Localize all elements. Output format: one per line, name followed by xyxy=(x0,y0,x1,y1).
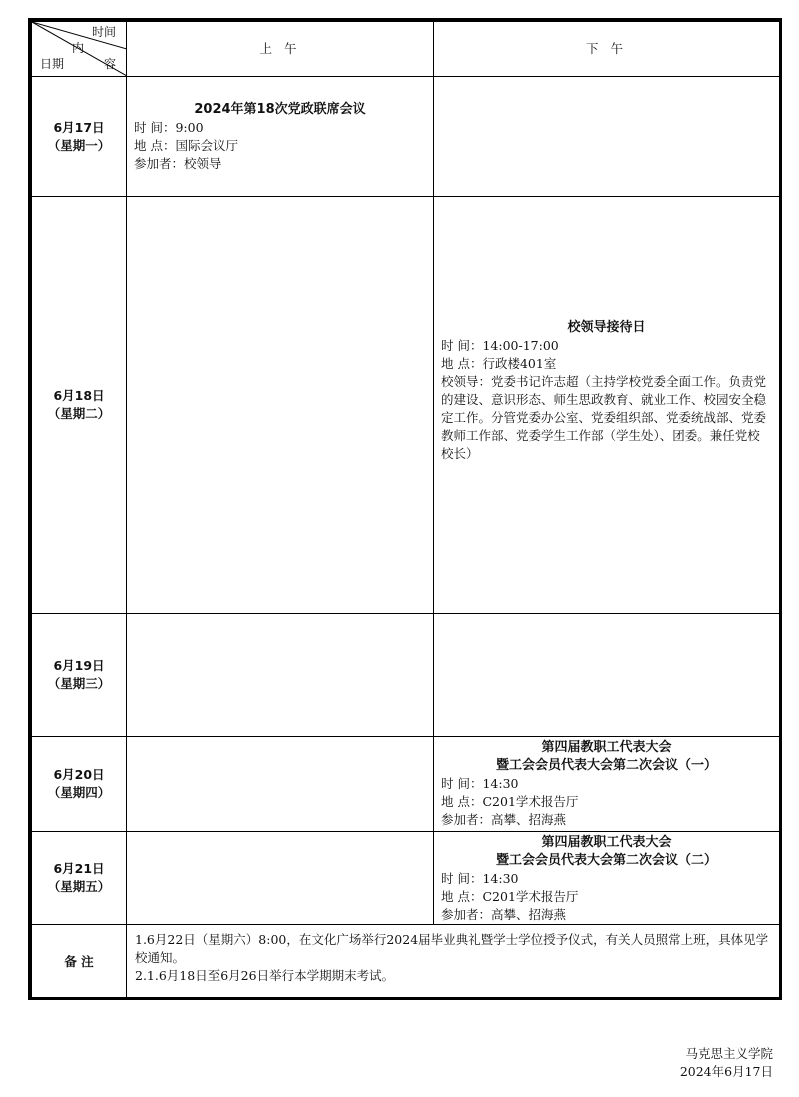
event-attendees: 参加者：高攀、招海燕 xyxy=(441,907,567,922)
event-place: 地 点：行政楼401室 xyxy=(441,356,557,371)
notes-row xyxy=(32,925,780,999)
event-time: 时 间：14:00-17:00 xyxy=(441,338,559,353)
event-leader: 校领导：党委书记许志超（主持学校党委全面工作。负责党的建设、意识形态、师生思政教育、就业工作、校园安全稳定工作。分管党委办公室、党委组织部、党委统战部、党委教师工作部、党委学生工作部（学生处）、团委。兼任党校校长） xyxy=(441,374,767,461)
date-label: 6月20日 xyxy=(53,767,105,782)
date-label: 6月18日 xyxy=(53,388,105,403)
event-place: 地 点：国际会议厅 xyxy=(134,138,238,153)
afternoon-header: 下 午 xyxy=(434,22,780,77)
event-block xyxy=(434,197,779,463)
event-title: 校领导接待日 xyxy=(567,320,646,335)
afternoon-cell xyxy=(434,614,780,737)
corner-header xyxy=(32,22,127,77)
weekday-label: （星期五） xyxy=(47,879,111,894)
event-title: 第四届教职工代表大会 xyxy=(541,740,672,755)
morning-cell xyxy=(127,77,434,197)
weekday-label: （星期三） xyxy=(47,676,111,691)
footer-org: 马克思主义学院 xyxy=(685,1046,773,1061)
table-row xyxy=(32,614,780,737)
date-label: 6月19日 xyxy=(53,658,105,673)
event-time: 时 间：14:30 xyxy=(441,871,519,886)
date-cell xyxy=(32,614,127,737)
table-row xyxy=(32,197,780,614)
afternoon-cell xyxy=(434,832,780,925)
date-cell xyxy=(32,197,127,614)
schedule-sheet xyxy=(28,18,782,1000)
corner-rong-label: 容 xyxy=(103,57,116,71)
note-item: 1.6月22日（星期六）8:00，在文化广场举行2024届毕业典礼暨学士学位授予仪式，有关人员照常上班，具体见学校通知。 xyxy=(135,932,769,965)
date-label: 6月17日 xyxy=(53,119,105,135)
event-title: 2024年第18次党政联席会议 xyxy=(194,102,366,117)
corner-nei-label: 内 xyxy=(72,41,85,55)
weekday-label: （星期四） xyxy=(47,785,111,800)
event-block xyxy=(127,77,433,173)
morning-cell xyxy=(127,832,434,925)
note-item: 2.1.6月18日至6月26日举行本学期期末考试。 xyxy=(135,968,395,983)
notes-block xyxy=(127,925,779,985)
afternoon-cell xyxy=(434,737,780,832)
date-cell xyxy=(32,77,127,197)
morning-header: 上 午 xyxy=(127,22,434,77)
afternoon-cell xyxy=(434,77,780,197)
event-subtitle: 暨工会会员代表大会第二次会议（一） xyxy=(495,758,717,773)
notes-label: 备 注 xyxy=(32,925,127,999)
table-row xyxy=(32,832,780,925)
afternoon-cell xyxy=(434,197,780,614)
date-label: 6月21日 xyxy=(53,861,105,876)
event-title: 第四届教职工代表大会 xyxy=(541,835,672,850)
date-cell xyxy=(32,832,127,925)
header-row xyxy=(32,22,780,77)
corner-time-label: 时间 xyxy=(91,25,116,39)
notes-cell xyxy=(127,925,780,999)
event-subtitle: 暨工会会员代表大会第二次会议（二） xyxy=(495,853,717,868)
footer-date: 2024年6月17日 xyxy=(679,1064,773,1079)
weekday-label: （星期一） xyxy=(47,137,111,153)
schedule-table xyxy=(31,21,780,999)
weekday-label: （星期二） xyxy=(47,406,111,421)
event-attendees: 参加者：高攀、招海燕 xyxy=(441,812,567,827)
event-attendees: 参加者：校领导 xyxy=(134,156,222,171)
document-footer xyxy=(680,1045,773,1081)
event-place: 地 点：C201学术报告厅 xyxy=(441,889,579,904)
morning-cell xyxy=(127,614,434,737)
table-row xyxy=(32,737,780,832)
event-time: 时 间：14:30 xyxy=(441,776,519,791)
date-cell xyxy=(32,737,127,832)
morning-cell xyxy=(127,197,434,614)
event-place: 地 点：C201学术报告厅 xyxy=(441,794,579,809)
event-block xyxy=(434,832,779,924)
event-time: 时 间：9:00 xyxy=(134,120,204,135)
table-row xyxy=(32,77,780,197)
corner-date-label: 日期 xyxy=(40,57,65,71)
event-block xyxy=(434,737,779,829)
morning-cell xyxy=(127,737,434,832)
